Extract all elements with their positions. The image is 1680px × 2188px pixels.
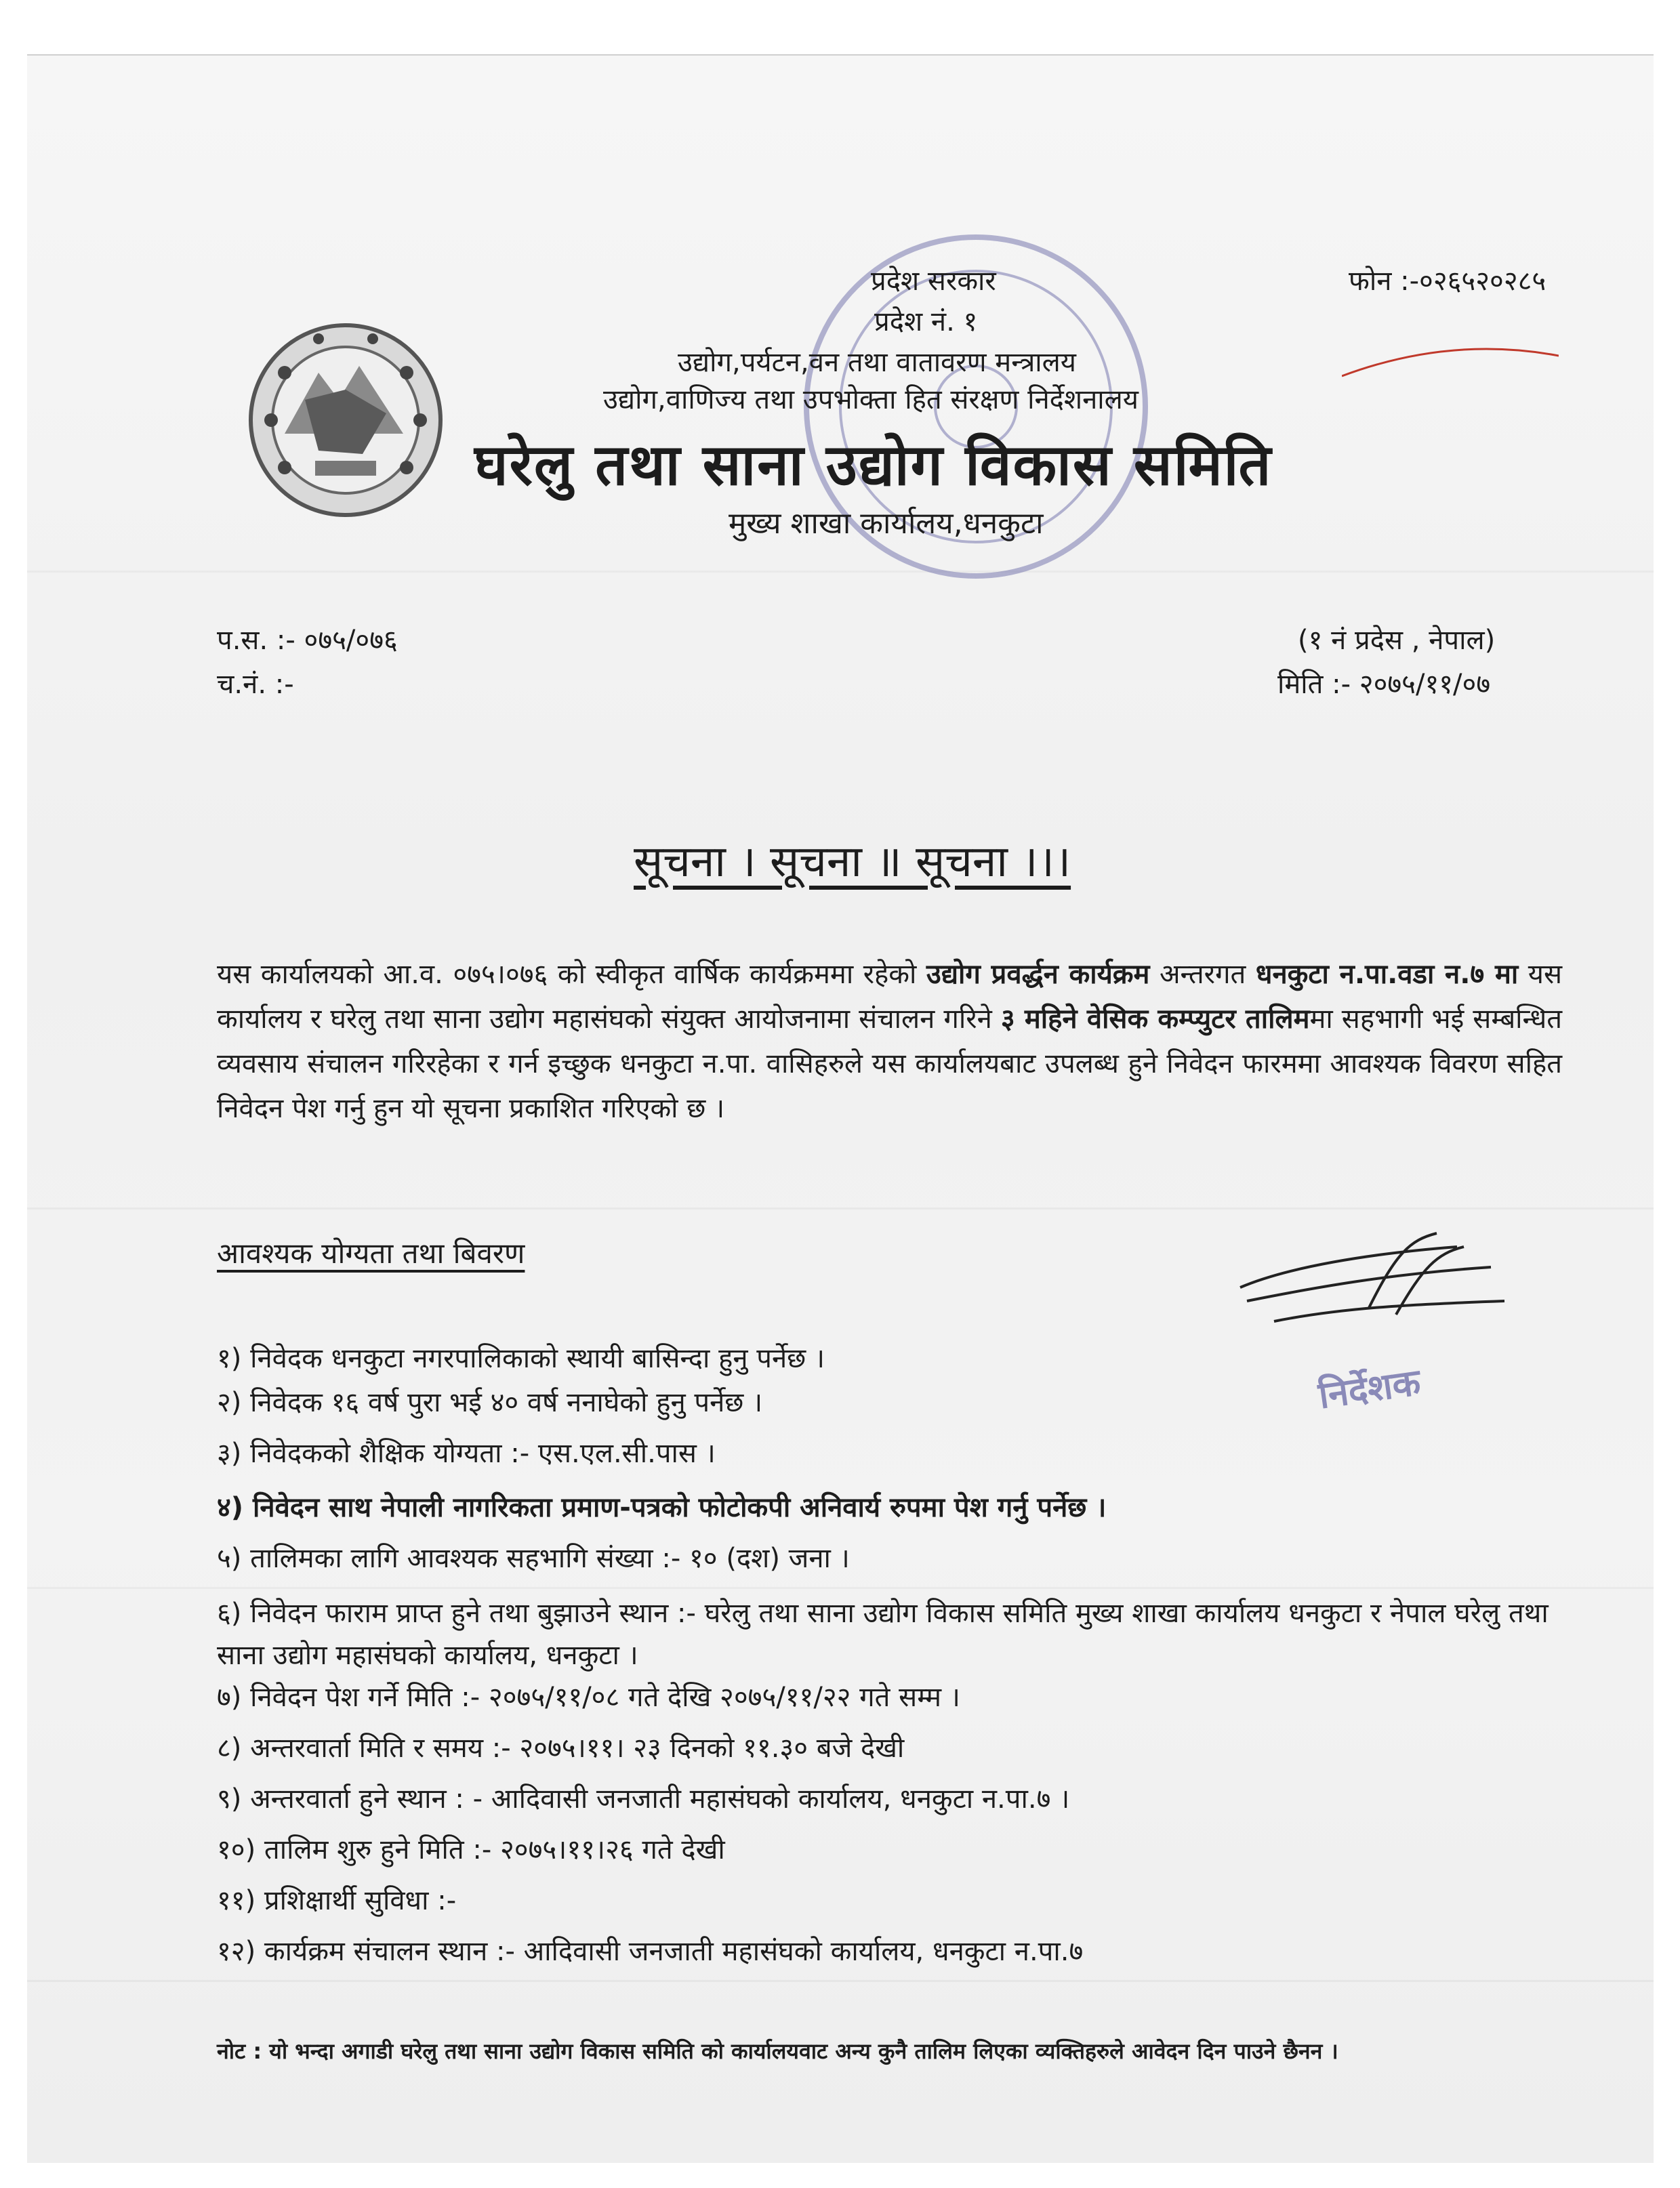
section-heading: आवश्यक योग्यता तथा बिवरण: [217, 1237, 525, 1270]
signature-scribble: [1233, 1226, 1518, 1362]
reference-ps: प.स. :- ०७५/०७६: [217, 625, 398, 656]
office-title: घरेलु तथा साना उद्योग विकास समिति: [474, 432, 1273, 498]
reference-cn: च.नं. :-: [217, 669, 294, 700]
list-item: ५) तालिमका लागि आवश्यक सहभागि संख्या :- १० (दश) जना ।: [217, 1543, 850, 1574]
intro-text-2: अन्तरगत: [1149, 959, 1256, 990]
intro-text-4: मा सहभागी भई सम्बन्धित व्यवसाय संचालन गरिरहेका र गर्न इच्छुक धनकुटा न.पा. वासिहरुले यस कार्यालयबाट उपलब्ध हुने निवेदन फारममा आवश्यक विवरण सहित निवेदन पेश गर्नु हुन यो सूचना प्रकाशित गरिएको छ ।: [217, 1004, 1562, 1124]
notice-title: सूचना । सूचना ॥ सूचना ।।।: [634, 837, 1071, 887]
intro-bold-ward: धनकुटा न.पा.वडा न.७ मा: [1255, 959, 1519, 990]
phone-number: फोन :-०२६५२०२८५: [1349, 266, 1546, 297]
list-item: ८) अन्तरवार्ता मिति र समय :- २०७५।११। २३ दिनको ११.३० बजे देखी: [217, 1733, 905, 1764]
list-item: १) निवेदक धनकुटा नगरपालिकाको स्थायी बासिन्दा हुनु पर्नेछ ।: [217, 1343, 825, 1374]
list-item: ९) अन्तरवार्ता हुने स्थान : - आदिवासी जनजाती महासंघको कार्यालय, धनकुटा न.पा.७ ।: [217, 1783, 1070, 1815]
intro-bold-program: उद्योग प्रवर्द्धन कार्यक्रम: [926, 959, 1150, 990]
list-item: १०) तालिम शुरु हुने मिति :- २०७५।११।२६ गते देखी: [217, 1834, 725, 1865]
intro-bold-training: ३ महिने वेसिक कम्प्युटर तालिम: [1000, 1004, 1310, 1035]
list-item: ७) निवेदन पेश गर्ने मिति :- २०७५/११/०८ गते देखि २०७५/११/२२ गते सम्म ।: [217, 1682, 960, 1713]
intro-text-1: यस कार्यालयको आ.व. ०७५।०७६ को स्वीकृत वार्षिक कार्यक्रममा रहेको: [217, 959, 926, 990]
list-item: २) निवेदक १६ वर्ष पुरा भई ४० वर्ष ननाघेको हुनु पर्नेछ ।: [217, 1387, 763, 1418]
list-item: ६) निवेदन फाराम प्राप्त हुने तथा बुझाउने स्थान :- घरेलु तथा साना उद्योग विकास समिति मुख्य शाखा कार्यालय धनकुटा र नेपाल घरेलु तथा साना उद्योग महासंघको कार्यालय, धनकुटा ।: [217, 1598, 1549, 1671]
header-directorate: उद्योग,वाणिज्य तथा उपभोक्ता हित संरक्षण निर्देशनालय: [603, 384, 1139, 415]
branch-office: मुख्य शाखा कार्यालय,धनकुटा: [729, 506, 1044, 541]
header-province-govt: प्रदेश सरकार: [871, 266, 996, 297]
signature-title: निर्देशक: [1315, 1360, 1423, 1418]
list-item: ११) प्रशिक्षार्थी सुविधा :-: [217, 1885, 457, 1916]
list-item: १२) कार्यक्रम संचालन स्थान :- आदिवासी जनजाती महासंघको कार्यालय, धनकुटा न.पा.७: [217, 1936, 1084, 1967]
footer-note: नोट : यो भन्दा अगाडी घरेलु तथा साना उद्योग विकास समिति को कार्यालयवाट अन्य कुनै तालिम लिएका व्यक्तिहरुले आवेदन दिन पाउने छैनन ।: [217, 2038, 1338, 2064]
list-item: ४) निवेदन साथ नेपाली नागरिकता प्रमाण-पत्रको फोटोकपी अनिवार्य रुपमा पेश गर्नु पर्नेछ ।: [217, 1492, 1107, 1523]
province-label: (१ नं प्रदेस , नेपाल): [1298, 625, 1496, 656]
nepal-emblem-icon: [244, 318, 447, 522]
intro-text-3: यस कार्यालय र घरेलु तथा साना उद्योग महासंघको संयुक्त आयोजनामा संचालन गरिने: [217, 959, 1562, 1035]
header-province-no: प्रदेश नं. १: [874, 306, 978, 337]
red-pen-mark: [1342, 342, 1559, 383]
intro-paragraph: [217, 952, 1562, 1131]
list-item: ३) निवेदकको शैक्षिक योग्यता :- एस.एल.सी.पास ।: [217, 1438, 716, 1469]
notice-date: मिति :- २०७५/११/०७: [1277, 669, 1491, 700]
header-ministry: उद्योग,पर्यटन,वन तथा वातावरण मन्त्रालय: [678, 347, 1076, 378]
